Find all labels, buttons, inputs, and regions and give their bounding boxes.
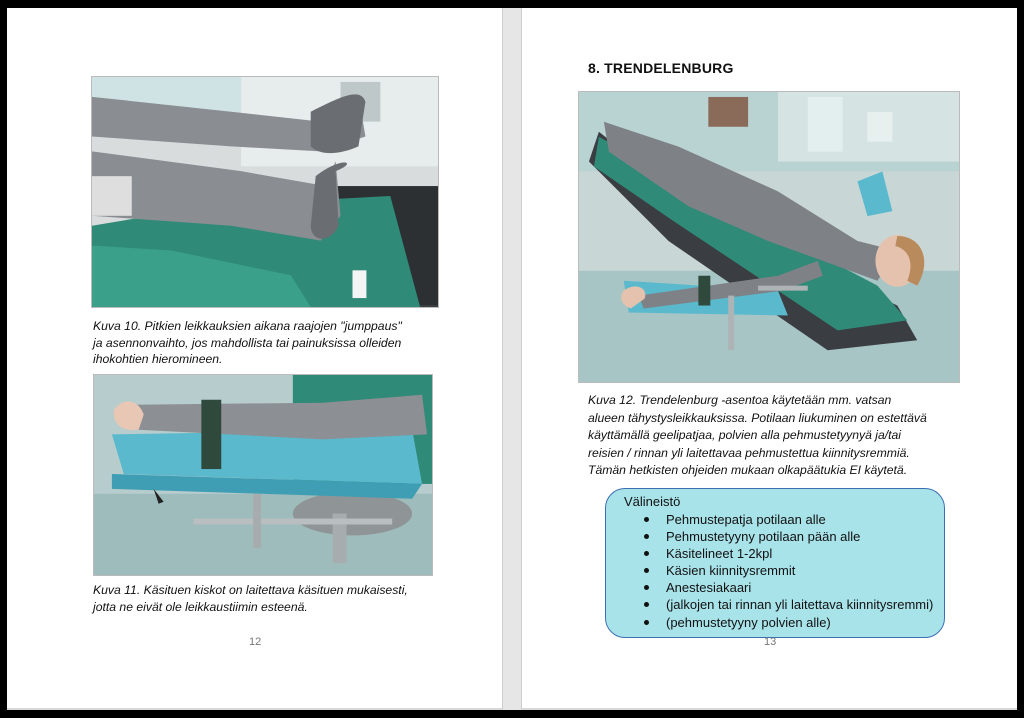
caption-line: reisien / rinnan yli laitettavaa pehmustettua kiinnitysremmiä. <box>588 445 910 460</box>
caption-line: jotta ne eivät ole leikkaustiimin esteenä. <box>93 599 308 614</box>
list-item: (jalkojen tai rinnan yli laitettava kiinnitysremmi) <box>624 596 933 613</box>
list-item: Pehmustepatja potilaan alle <box>624 511 933 528</box>
caption-line: Kuva 10. Pitkien leikkauksien aikana raajojen "jumppaus" <box>93 319 402 333</box>
arm-on-armboard-image <box>94 375 432 575</box>
figure-10-photo <box>91 76 439 308</box>
figure-11-caption <box>93 582 453 615</box>
section-heading: 8. TRENDELENBURG <box>588 60 734 76</box>
caption-line: alueen tähystysleikkauksissa. Potilaan liukuminen on estettävä <box>588 410 927 425</box>
list-item: Käsitelineet 1-2kpl <box>624 545 933 562</box>
legs-on-table-image <box>92 77 438 307</box>
caption-line: Tämän hetkisten ohjeiden mukaan olkapäätukia EI käytetä. <box>588 463 908 477</box>
list-item: Käsien kiinnitysremmit <box>624 562 933 579</box>
caption-line: Kuva 11. Käsituen kiskot on laitettava käsituen mukaisesti, <box>93 583 408 597</box>
caption-line: ihokohtien hieromineen. <box>93 352 223 366</box>
equipment-list <box>624 511 933 631</box>
list-item: Anestesiakaari <box>624 579 933 596</box>
figure-12-photo <box>578 91 960 383</box>
trendelenburg-position-image <box>579 92 959 382</box>
document-spread <box>7 8 1017 710</box>
page-12 <box>7 8 502 708</box>
figure-10-caption <box>93 318 453 368</box>
caption-line: Kuva 12. Trendelenburg -asentoa käytetään mm. vatsan <box>588 393 892 407</box>
figure-11-photo <box>93 374 433 576</box>
page-gutter <box>502 8 522 710</box>
list-item: (pehmustetyyny polvien alle) <box>624 614 933 631</box>
page-number: 12 <box>249 636 262 648</box>
page-13 <box>522 8 1017 708</box>
caption-line: ja asennonvaihto, jos mahdollista tai painuksissa olleiden <box>93 335 402 350</box>
page-number: 13 <box>764 636 777 648</box>
equipment-box <box>605 488 945 638</box>
equipment-title: Välineistö <box>624 494 681 509</box>
figure-12-caption <box>588 392 978 480</box>
caption-line: käyttämällä geelipatjaa, polvien alla pehmustetyynyä ja/tai <box>588 428 901 442</box>
list-item: Pehmustetyyny potilaan pään alle <box>624 528 933 545</box>
